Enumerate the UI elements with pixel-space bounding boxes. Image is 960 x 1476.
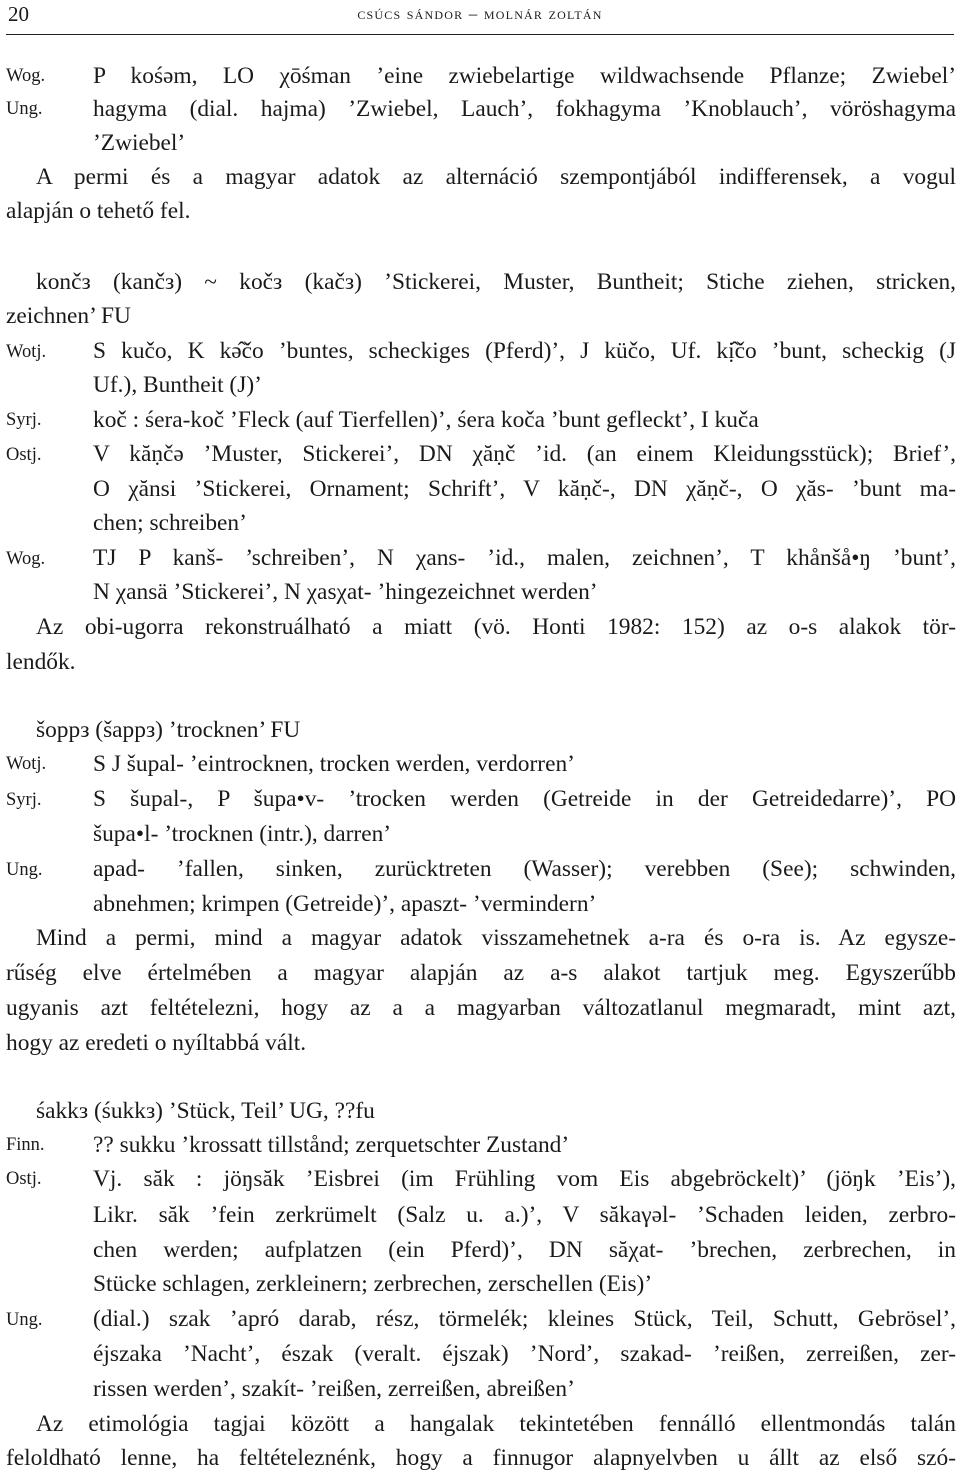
label-ostj: Ostj. xyxy=(6,1169,42,1189)
text-line: S kučo, K kə̂čo ’buntes, scheckiges (Pferd)’, J küčo, Uf. kị̂čo ’bunt, scheckig (J xyxy=(93,338,956,364)
running-header xyxy=(6,0,954,35)
text-line: rűség elve értelmében a magyar alapján az a-s alakot tartjuk meg. Egyszerűbb xyxy=(6,960,956,986)
text-line: Likr. săk ’fein zerkrümelt (Salz u. a.)’, V săkaγəl- ’Schaden leiden, zerbro- xyxy=(93,1202,956,1228)
text-line: hagyma (dial. hajma) ’Zwiebel, Lauch’, fokhagyma ’Knoblauch’, vöröshagyma xyxy=(93,96,956,122)
text-line: apad- ’fallen, sinken, zurücktreten (Wasser); verebben (See); schwinden, xyxy=(93,856,956,882)
text-line: ugyanis azt feltételezni, hogy az a a magyarban változatlanul megmaradt, mint azt, xyxy=(6,995,956,1021)
label-syrj: Syrj. xyxy=(6,410,42,430)
text-line: N χansä ’Stickerei’, N χasχat- ’hingezeichnet werden’ xyxy=(93,579,598,605)
label-syrj: Syrj. xyxy=(6,790,42,810)
text-line: TJ P kanš- ’schreiben’, N χans- ’id., malen, zeichnen’, T khånšå•ŋ ’bunt’, xyxy=(93,545,956,571)
text-line: Uf.), Buntheit (J)’ xyxy=(93,372,262,398)
text-line: hogy az eredeti o nyíltabbá vált. xyxy=(6,1030,307,1056)
text-line: A permi és a magyar adatok az alternáció szempontjából indifferensek, a vogul xyxy=(36,164,956,190)
text-line: chen; schreiben’ xyxy=(93,510,247,536)
running-head: csúcs sándor – molnár zoltán xyxy=(357,4,603,23)
text-line: ’Zwiebel’ xyxy=(93,130,186,156)
label-ostj: Ostj. xyxy=(6,445,42,465)
text-line: šupa•l- ’trocknen (intr.), darren’ xyxy=(93,821,392,847)
label-ung: Ung. xyxy=(6,860,43,880)
entry-headword-line: śakkз (śukkз) ’Stück, Teil’ UG, ??fu xyxy=(36,1098,375,1124)
label-finn: Finn. xyxy=(6,1135,45,1155)
text-line: zeichnen’ FU xyxy=(6,303,131,329)
text-line: feloldható lenne, ha feltételeznénk, hogy a finnugor alapnyelvben u állt az első szó- xyxy=(6,1445,956,1471)
entry-headword-line: šoppз (šappз) ’trocknen’ FU xyxy=(36,717,301,743)
label-wotj: Wotj. xyxy=(6,754,47,774)
text-line: chen werden; aufplatzen (ein Pferd)’, DN săχat- ’brechen, zerbrechen, in xyxy=(93,1237,956,1263)
label-wog: Wog. xyxy=(6,549,46,569)
text-line: P kośəm, LO χōśman ’eine zwiebelartige wildwachsende Pflanze; Zwiebel’ xyxy=(93,63,956,89)
text-line: Mind a permi, mind a magyar adatok visszamehetnek a-ra és o-ra is. Az egysze- xyxy=(36,925,956,951)
text-line: O χănsi ’Stickerei, Ornament; Schrift’, V kăṇč-, DN χăṇč-, O χăs- ’bunt ma- xyxy=(93,476,956,502)
text-line: alapján o tehető fel. xyxy=(6,198,191,224)
text-line: Az etimológia tagjai között a hangalak tekintetében fennálló ellentmondás talán xyxy=(36,1411,956,1437)
label-ung: Ung. xyxy=(6,99,43,119)
text-line: (dial.) szak ’apró darab, rész, törmelék; kleines Stück, Teil, Schutt, Gebrösel’, xyxy=(93,1306,956,1332)
label-wotj: Wotj. xyxy=(6,342,47,362)
text-line: V kăṇčə ’Muster, Stickerei’, DN χăṇč ’id. (an einem Kleidungsstück); Brief’, xyxy=(93,441,956,467)
text-line: abnehmen; krimpen (Getreide)’, apaszt- ’vermindern’ xyxy=(93,891,597,917)
text-line: rissen werden’, szakít- ’reißen, zerreißen, abreißen’ xyxy=(93,1376,575,1402)
label-wog: Wog. xyxy=(6,66,46,86)
text-line: ?? sukku ’krossatt tillstånd; zerquetschter Zustand’ xyxy=(93,1132,570,1158)
text-line: éjszaka ’Nacht’, észak (veralt. éjszak) ’Nord’, szakad- ’reißen, zerreißen, zer- xyxy=(93,1341,956,1367)
text-line: Vj. săk : jöŋsăk ’Eisbrei (im Frühling vom Eis abgebröckelt)’ (jöŋk ’Eis’), xyxy=(93,1166,956,1192)
page-number: 20 xyxy=(8,2,29,26)
text-line: lendők. xyxy=(6,649,76,675)
text-line: Stücke schlagen, zerkleinern; zerbrechen, zerschellen (Eis)’ xyxy=(93,1271,653,1297)
text-line: koč : śera-koč ’Fleck (auf Tierfellen)’, śera koča ’bunt gefleckt’, I kuča xyxy=(93,407,759,433)
label-ung: Ung. xyxy=(6,1310,43,1330)
text-line: S šupal-, P šupa•v- ’trocken werden (Getreide in der Getreidedarre)’, PO xyxy=(93,786,956,812)
text-line: Az obi-ugorra rekonstruálható a miatt (vö. Honti 1982: 152) az o-s alakok tör- xyxy=(36,614,956,640)
text-line: S J šupal- ’eintrocknen, trocken werden, verdorren’ xyxy=(93,751,575,777)
entry-headword-line: končз (kančз) ~ kočз (kačз) ’Stickerei, Muster, Buntheit; Stiche ziehen, stricken, xyxy=(36,269,956,295)
